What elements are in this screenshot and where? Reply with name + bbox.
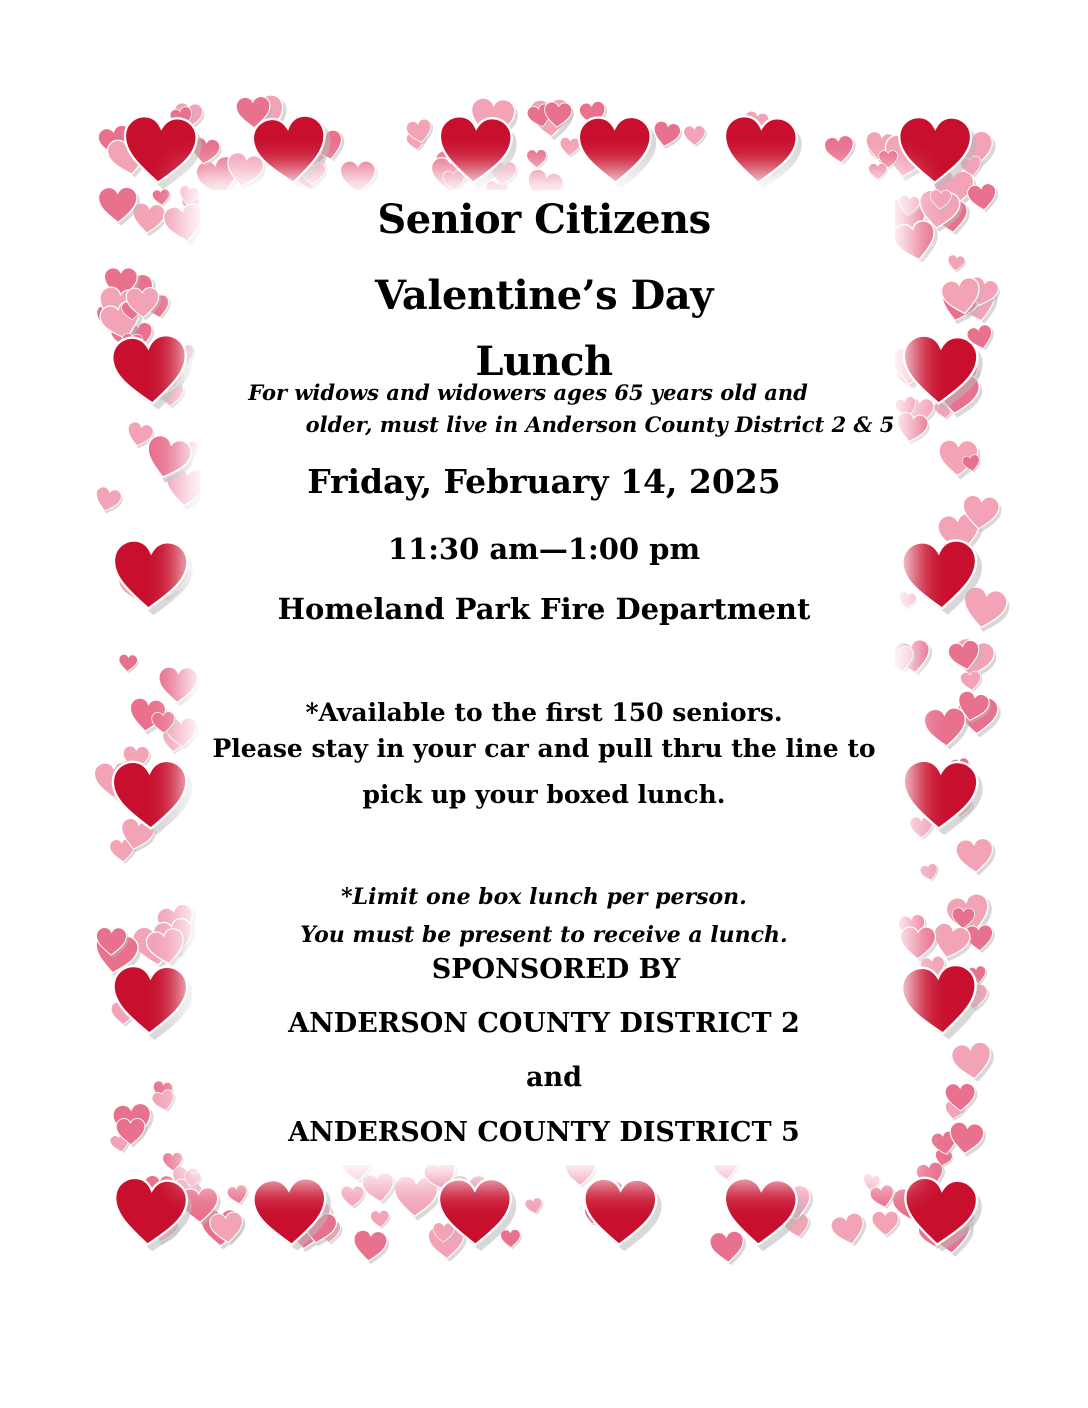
heart-icon	[369, 1208, 390, 1229]
heart-icon	[225, 1182, 250, 1207]
availability-line-3: pick up your boxed lunch.	[362, 780, 726, 809]
title-line-3: Lunch	[475, 338, 613, 385]
heart-icon	[247, 107, 332, 192]
heart-icon	[119, 109, 202, 192]
availability-line-1: *Available to the first 150 seniors.	[305, 698, 783, 727]
heart-icon	[946, 253, 967, 274]
event-location: Homeland Park Fire Department	[277, 592, 811, 626]
heart-icon	[404, 115, 435, 146]
heart-icon	[162, 1150, 184, 1172]
heart-icon	[542, 99, 574, 131]
heart-icon	[870, 1208, 899, 1237]
heart-icon	[350, 1226, 389, 1265]
heart-icon	[434, 109, 516, 191]
event-time: 11:30 am—1:00 pm	[387, 532, 701, 566]
eligibility-line-2: older, must live in Anderson County District 2 & 5	[305, 412, 895, 437]
limit-line-2: You must be present to receive a lunch.	[300, 922, 788, 948]
heart-icon	[436, 1173, 515, 1252]
sponsor-conjunction: and	[525, 1062, 582, 1093]
heart-icon	[898, 1170, 983, 1255]
sponsor-district-2: ANDERSON COUNTY DISTRICT 2	[288, 1008, 800, 1039]
heart-icon	[580, 1172, 660, 1252]
title-line-1: Senior Citizens	[377, 196, 711, 243]
heart-icon	[118, 653, 139, 674]
eligibility-line-1: For widows and widowers ages 65 years old and	[248, 380, 808, 405]
heart-icon	[918, 861, 940, 883]
heart-icon	[860, 1171, 882, 1193]
title-line-2: Valentine’s Day	[375, 272, 713, 319]
heart-icon	[954, 835, 997, 878]
sponsor-district-5: ANDERSON COUNTY DISTRICT 5	[288, 1117, 800, 1148]
heart-icon	[108, 1170, 192, 1254]
heart-icon	[249, 1171, 331, 1253]
heart-icon	[822, 132, 857, 167]
sponsored-by-heading: SPONSORED BY	[431, 954, 681, 985]
heart-icon	[575, 110, 654, 189]
heart-icon	[719, 109, 802, 192]
heart-icon	[827, 1208, 870, 1251]
heart-icon	[896, 111, 975, 190]
heart-icon	[683, 123, 707, 147]
availability-line-2: Please stay in your car and pull thru the line to	[212, 734, 876, 763]
heart-icon	[523, 1195, 544, 1216]
heart-icon	[719, 1171, 801, 1253]
event-date: Friday, February 14, 2025	[307, 462, 781, 501]
heart-icon	[945, 636, 984, 675]
limit-line-1: *Limit one box lunch per person.	[341, 884, 747, 910]
